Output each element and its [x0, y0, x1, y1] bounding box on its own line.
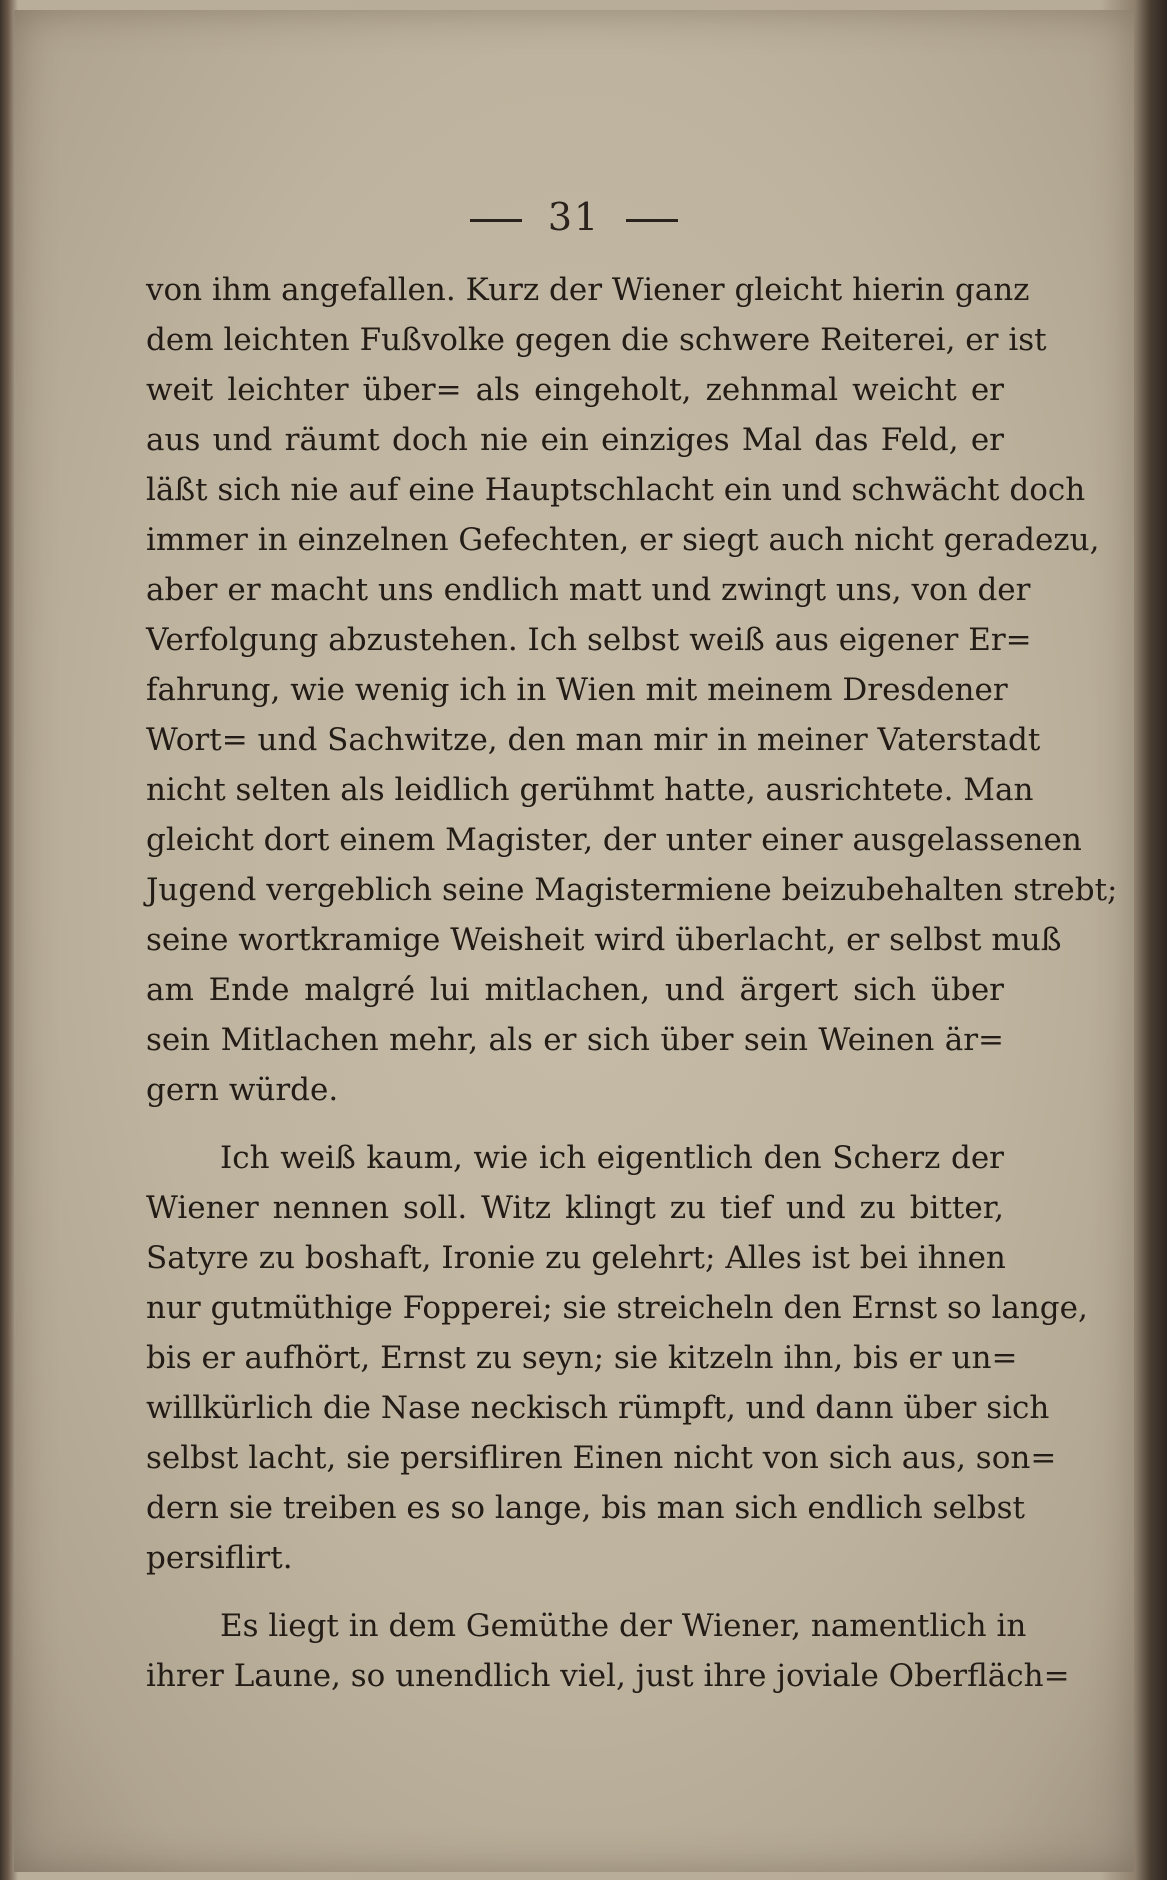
text-line: aber er macht uns endlich matt und zwingt uns, von der [146, 572, 1031, 608]
text-line: Es liegt in dem Gemüthe der Wiener, namentlich in [220, 1608, 1027, 1644]
body-text [146, 265, 1118, 1701]
book-page [14, 10, 1134, 1872]
text-line: Wiener nennen soll. Witz klingt zu tief und zu bitter, [146, 1190, 1004, 1226]
text-line: selbst lacht, sie persifliren Einen nicht von sich aus, son= [146, 1440, 1057, 1476]
text-line: willkürlich die Nase neckisch rümpft, und dann über sich [146, 1390, 1050, 1426]
text-line: am Ende malgré lui mitlachen, und ärgert sich über [146, 972, 1004, 1008]
text-line: Verfolgung abzustehen. Ich selbst weiß aus eigener Er= [146, 622, 1032, 658]
text-line: dern sie treiben es so lange, bis man sich endlich selbst [146, 1490, 1025, 1526]
text-line: gleicht dort einem Magister, der unter einer ausgelassenen [146, 822, 1082, 858]
text-line: aus und räumt doch nie ein einziges Mal das Feld, er [146, 422, 1004, 458]
text-line: Ich weiß kaum, wie ich eigentlich den Scherz der [220, 1140, 1004, 1176]
text-line: nicht selten als leidlich gerühmt hatte, ausrichtete. Man [146, 772, 1034, 808]
text-line: von ihm angefallen. Kurz der Wiener gleicht hierin ganz [146, 272, 1030, 308]
header-dash-left [470, 219, 522, 222]
text-line: läßt sich nie auf eine Hauptschlacht ein und schwächt doch [146, 472, 1086, 508]
paragraph-gap [146, 1115, 1004, 1133]
text-line: ihrer Laune, so unendlich viel, just ihre joviale Oberfläch= [146, 1658, 1070, 1694]
text-line: immer in einzelnen Gefechten, er siegt auch nicht geradezu, [146, 522, 1100, 558]
text-line: gern würde. [146, 1072, 339, 1108]
page-header [14, 195, 1134, 239]
text-line: Wort= und Sachwitze, den man mir in meiner Vaterstadt [146, 722, 1041, 758]
text-line: nur gutmüthige Fopperei; sie streicheln den Ernst so lange, [146, 1290, 1088, 1326]
paragraph-gap [146, 1583, 1004, 1601]
text-line: seine wortkramige Weisheit wird überlacht, er selbst muß [146, 922, 1062, 958]
text-line: weit leichter über= als eingeholt, zehnmal weicht er [146, 372, 1004, 408]
text-line: sein Mitlachen mehr, als er sich über sein Weinen är= [146, 1022, 1004, 1058]
text-line: bis er aufhört, Ernst zu seyn; sie kitzeln ihn, bis er un= [146, 1340, 1018, 1376]
text-line: Jugend vergeblich seine Magistermiene beizubehalten strebt; [146, 872, 1118, 908]
text-line: Satyre zu boshaft, Ironie zu gelehrt; Alles ist bei ihnen [146, 1240, 1006, 1276]
header-dash-right [626, 219, 678, 222]
page-number: 31 [547, 195, 601, 239]
text-line: fahrung, wie wenig ich in Wien mit meinem Dresdener [146, 672, 1008, 708]
text-line: dem leichten Fußvolke gegen die schwere Reiterei, er ist [146, 322, 1047, 358]
text-line: persiflirt. [146, 1540, 293, 1576]
